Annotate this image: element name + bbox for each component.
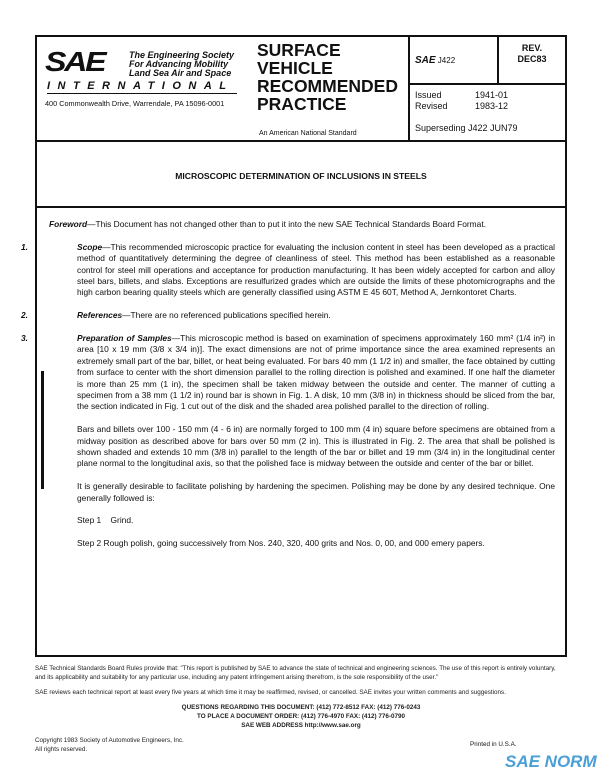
dates: [415, 90, 535, 112]
step-1: Step 1 Grind.: [77, 515, 134, 526]
section-references: [21, 310, 555, 321]
section-head: References: [77, 310, 123, 321]
policy-text: SAE Technical Standards Board Rules provide that: "This report is published by SAE to advance the state of technical and engineering sciences. The use of this report is entirely voluntary, and its applicability and suitability for any particular use, including any patent infringement arising therefrom, is the sole responsibility of the user.": [35, 665, 556, 681]
change-bar: [41, 371, 44, 489]
international-label: INTERNATIONAL: [47, 80, 237, 94]
document-number: [415, 55, 455, 66]
doc-prefix: SAE: [415, 55, 436, 66]
rev-label: REV.: [521, 43, 543, 53]
section-text: —There are no referenced publications specified herein.: [122, 310, 331, 321]
tagline-line: The Engineering Society: [129, 50, 235, 60]
ansi-label: An American National Standard: [259, 130, 357, 137]
section-text: —This microscopic method is based on examination of specimens approximately 160 mm² (1/4 in²) in area [10 x 19 mm (3/8 x 3/4 in)]. The exact dimensions are not of prime importance since the area examined represents an extremely small part of the bar, billet, or heat being evaluated. For bars 40 mm (1 1/2 in) and smaller, the face obtained by cutting from surface to center with the short dimension parallel to the rolling direction is polished and examined. If one half the diameter is more than 25 mm (1 in), the specimen shall be taken midway between the outside and center. The manner of cutting a specimen from a 38 mm (1 1/2 in) round bar is shown in Fig. 1. A disk, 10 mm (3/8 in) in thickness should be sliced from the bar, the section indicated in Fig. 1 cut out of the disk and the shaded area polished parallel to the direction of rolling.: [77, 333, 555, 412]
section-num: 3.: [21, 333, 28, 344]
section-num: 1.: [21, 241, 28, 252]
section-preparation: [21, 333, 555, 413]
paragraph: Bars and billets over 100 - 150 mm (4 - 6 in) are normally forged to 100 mm (4 in) square before specimens are obtained from a midway position as described above for bars over 50 mm (2 in). This is illustrated in Fig. 2. The area that shall be polished is shown shaded and extends 10 mm (3/8 in) parallel to the length of the bar or billet and 19 mm (3/4 in) in the longitudinal center plane normal to the longitudinal axis, so that the polished face is midway between the outside and center of the bar or billet.: [77, 424, 555, 469]
revised-label: Revised: [415, 101, 448, 111]
revised-date: 1983-12: [475, 101, 509, 111]
category-line: SURFACE: [257, 40, 341, 60]
category-line: RECOMMENDED: [257, 76, 398, 96]
web-address[interactable]: SAE WEB ADDRESS http://www.sae.org: [241, 722, 361, 729]
copyright: Copyright 1983 Society of Automotive Engineers, Inc.: [35, 737, 184, 744]
issued-label: Issued: [415, 90, 442, 100]
category-title: [257, 41, 398, 113]
sae-norm-watermark: SAE NORM: [505, 752, 597, 771]
step-2: Step 2 Rough polish, going successively from Nos. 240, 320, 400 grits and Nos. 0, 00, and 000 emery papers.: [77, 538, 485, 549]
section-head: Scope: [77, 241, 103, 252]
section-head: Preparation of Samples: [77, 333, 172, 344]
section-num: 2.: [21, 310, 28, 321]
superseding: Superseding J422 JUN79: [415, 123, 518, 133]
rights: All rights reserved.: [35, 746, 88, 753]
divider: [408, 37, 410, 142]
tagline-line: For Advancing Mobility: [129, 59, 229, 69]
section-scope: [21, 241, 555, 299]
order-contact: TO PLACE A DOCUMENT ORDER: (412) 776-4970 FAX: (412) 776-0790: [197, 713, 405, 720]
foreword-text: —This Document has not changed other than to put it into the new SAE Technical Standards Board Format.: [87, 219, 486, 229]
document-body: [21, 219, 555, 561]
section-text: —This recommended microscopic practice for evaluating the inclusion content in steel has been developed as a practical method of quantitatively determining the degree of cleanliness of steel. This method has been established as a reasonable control for steel mill operations and acceptance for production manufacturing. It has been widely accepted for carbon and alloy steel bars, billets, and slabs. Exceptions are resulfurized grades which are outside the limits of these photomicrographs and the high carbon bearing quality steels which are generally classified using ASTM E 45 60T, Method A, Jernkontoret Charts.: [77, 241, 555, 298]
header: [37, 37, 565, 142]
revision: [499, 43, 565, 65]
divider: [408, 83, 565, 85]
paragraph: It is generally desirable to facilitate polishing by hardening the specimen. Polishing may be done by any desired technique. One generally followed is:: [77, 481, 555, 503]
tagline: [129, 51, 253, 78]
questions-contact: QUESTIONS REGARDING THIS DOCUMENT: (412) 772-8512 FAX: (412) 776-0243: [181, 704, 421, 711]
printed-in: Printed in U.S.A.: [470, 741, 517, 748]
tagline-line: Land Sea Air and Space: [129, 68, 232, 78]
issued-date: 1941-01: [475, 90, 509, 100]
document-frame: [21, 35, 567, 657]
rev-value: DEC83: [517, 54, 547, 64]
category-line: PRACTICE: [257, 94, 347, 114]
sae-logo-mark: SAE: [45, 46, 105, 77]
document-title: MICROSCOPIC DETERMINATION OF INCLUSIONS IN STEELS: [37, 144, 565, 208]
foreword: [49, 219, 555, 230]
review-text: SAE reviews each technical report at least every five years at which time it may be reaffirmed, revised, or cancelled. SAE invites your written comments and suggestions.: [35, 689, 506, 696]
foreword-head: Foreword: [49, 219, 88, 229]
category-line: VEHICLE: [257, 58, 333, 78]
address: 400 Commonwealth Drive, Warrendale, PA 15096-0001: [45, 99, 225, 108]
doc-number: J422: [437, 56, 456, 65]
